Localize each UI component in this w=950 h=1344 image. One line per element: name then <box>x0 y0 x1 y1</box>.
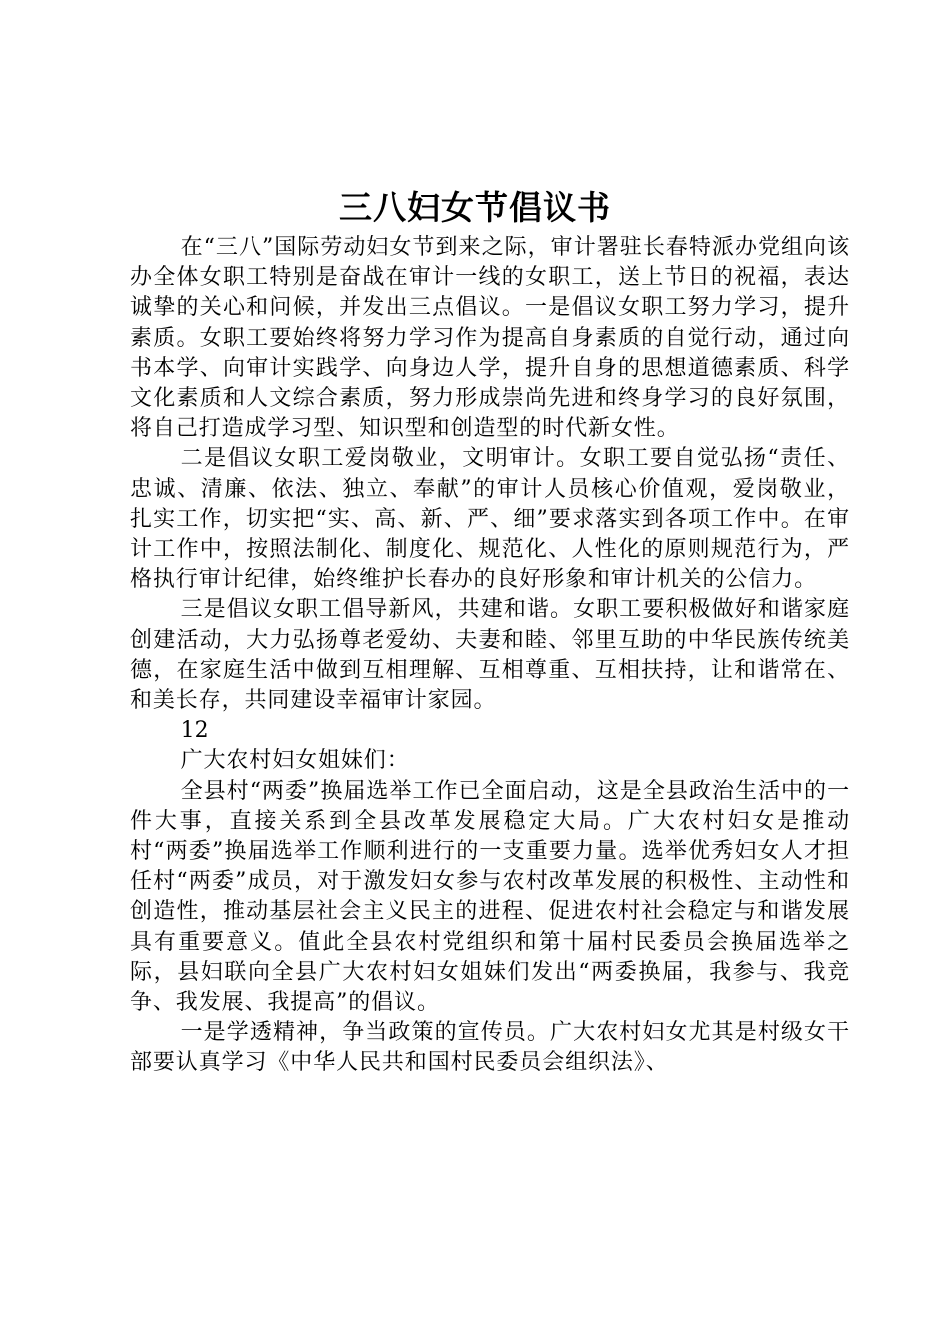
paragraph-second-proposal: 二是倡议女职工爱岗敬业，文明审计。女职工要自觉弘扬“责任、忠诚、清廉、依法、独立、奉献”的审计人员核心价值观，爱岗敬业，扎实工作，切实把“实、高、新、严、细”要求落实到各项工作中。在审计工作中，按照法制化、制度化、规范化、人性化的原则规范行为，严格执行审计纪律，始终维护长春办的良好形象和审计机关的公信力。 <box>130 446 850 593</box>
document-title: 三八妇女节倡议书 <box>339 188 611 227</box>
greeting: 广大农村妇女姐妹们： <box>180 748 410 774</box>
paragraph-first-point: 一是学透精神，争当政策的宣传员。广大农村妇女尤其是村级女干部要认真学习《中华人民共和国村民委员会组织法》、 <box>130 1020 850 1076</box>
page-number: 12 <box>180 718 209 744</box>
document-body <box>130 233 850 1079</box>
paragraph-third-proposal: 三是倡议女职工倡导新风，共建和谐。女职工要积极做好和谐家庭创建活动，大力弘扬尊老爱幼、夫妻和睦、邻里互助的中华民族传统美德，在家庭生活中做到互相理解、互相尊重、互相扶持，让和谐常在、和美长存，共同建设幸福审计家园。 <box>130 597 850 714</box>
paragraph-election: 全县村“两委”换届选举工作已全面启动，这是全县政治生活中的一件大事，直接关系到全县改革发展稳定大局。广大农村妇女是推动村“两委”换届选举工作顺利进行的一支重要力量。选举优秀妇女人才担任村“两委”成员，对于激发妇女参与农村改革发展的积极性、主动性和创造性，推动基层社会主义民主的进程、促进农村社会稳定与和谐发展具有重要意义。值此全县农村党组织和第十届村民委员会换届选举之际，县妇联向全县广大农村妇女姐妹们发出“两委换届，我参与、我竞争、我发展、我提高”的倡议。 <box>130 778 850 1016</box>
paragraph-intro: 在“三八”国际劳动妇女节到来之际，审计署驻长春特派办党组向该办全体女职工特别是奋战在审计一线的女职工，送上节日的祝福，表达诚挚的关心和问候，并发出三点倡议。一是倡议女职工努力学习，提升素质。女职工要始终将努力学习作为提高自身素质的自觉行动，通过向书本学、向审计实践学、向身边人学，提升自身的思想道德素质、科学文化素质和人文综合素质，努力形成崇尚先进和终身学习的良好氛围，将自己打造成学习型、知识型和创造型的时代新女性。 <box>130 235 850 442</box>
